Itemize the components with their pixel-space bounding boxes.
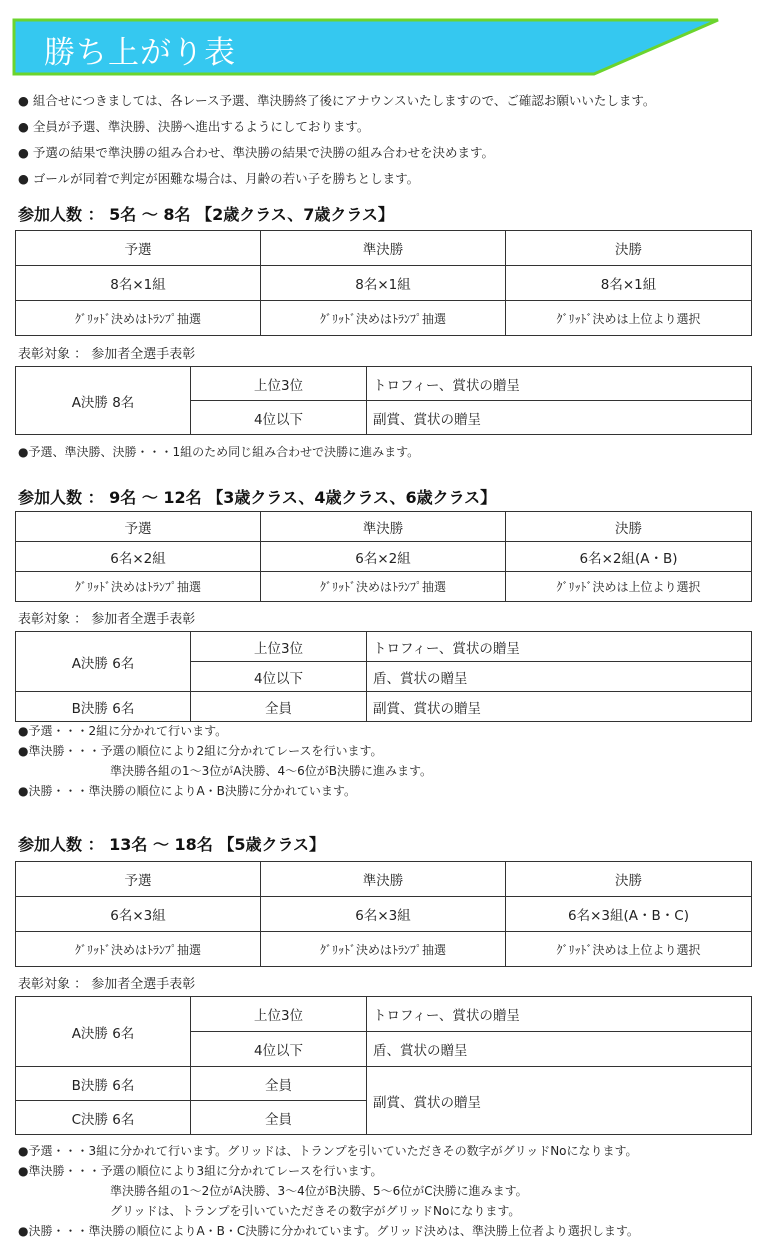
rank-cell: 4位以下: [191, 662, 367, 692]
page-title: 勝ち上がり表: [44, 35, 236, 71]
award-label: 表彰対象 ： 参加者全選手表彰: [18, 612, 196, 627]
prize-cell: 盾、賞状の贈呈: [367, 1032, 752, 1067]
section-heading: 参加人数 ： 9名 ～ 12名 【3歳クラス、4歳クラス、6歳クラス】: [18, 488, 497, 507]
group-cell: 6名×3組(A・B・C): [506, 897, 752, 932]
section-heading: 参加人数 ： 13名 ～ 18名 【5歳クラス】: [18, 835, 326, 854]
section-note: ●決勝・・・準決勝の順位によりA・B決勝に分かれています。: [18, 784, 356, 798]
section-note: ●予選・・・3組に分かれて行います。グリッドは、トランプを引いていただきその数字がグリッドNoになります。: [18, 1144, 638, 1158]
prize-cell: トロフィー、賞状の贈呈: [367, 367, 752, 401]
section-note: ●決勝・・・準決勝の順位によりA・B・C決勝に分かれています。グリッド決めは、準決勝上位者より選択します。: [18, 1224, 639, 1238]
award-table: [15, 631, 752, 722]
rank-cell: 4位以下: [191, 1032, 367, 1067]
group-cell: 8名×1組: [261, 266, 506, 301]
rank-cell: 全員: [191, 1067, 367, 1101]
final-cell: C決勝 6名: [16, 1101, 191, 1135]
group-cell: 8名×1組: [506, 266, 752, 301]
header-cell: 決勝: [506, 862, 752, 897]
award-table: [15, 996, 752, 1135]
header-cell: 予選: [16, 512, 261, 542]
group-cell: 6名×3組: [16, 897, 261, 932]
round-table: [15, 511, 752, 602]
prize-cell: 副賞、賞状の贈呈: [367, 1067, 752, 1135]
prize-cell: トロフィー、賞状の贈呈: [367, 632, 752, 662]
final-cell: A決勝 6名: [16, 997, 191, 1067]
prize-cell: 盾、賞状の贈呈: [367, 662, 752, 692]
grid-cell: ｸﾞﾘｯﾄﾞ決めは上位より選択: [506, 932, 752, 967]
prize-cell: 副賞、賞状の贈呈: [367, 692, 752, 722]
group-cell: 6名×2組: [261, 542, 506, 572]
general-note: ● 予選の結果で準決勝の組み合わせ、準決勝の結果で決勝の組み合わせを決めます。: [18, 145, 495, 160]
general-note: ● 組合せにつきましては、各レース予選、準決勝終了後にアナウンスいたしますので、ご確認お願いいたします。: [18, 93, 656, 108]
section-note: 準決勝各組の1～3位がA決勝、4～6位がB決勝に進みます。: [110, 764, 433, 778]
prize-cell: トロフィー、賞状の贈呈: [367, 997, 752, 1032]
award-label: 表彰対象 ： 参加者全選手表彰: [18, 347, 196, 362]
grid-cell: ｸﾞﾘｯﾄﾞ決めはﾄﾗﾝﾌﾟ抽選: [261, 301, 506, 336]
section-note: 準決勝各組の1～2位がA決勝、3～4位がB決勝、5～6位がC決勝に進みます。: [110, 1184, 528, 1198]
rank-cell: 上位3位: [191, 632, 367, 662]
section-note: ●準決勝・・・予選の順位により3組に分かれてレースを行います。: [18, 1164, 383, 1178]
header-cell: 予選: [16, 862, 261, 897]
grid-cell: ｸﾞﾘｯﾄﾞ決めはﾄﾗﾝﾌﾟ抽選: [16, 932, 261, 967]
header-cell: 準決勝: [261, 862, 506, 897]
final-cell: B決勝 6名: [16, 692, 191, 722]
round-table: [15, 230, 752, 336]
section-note: ●予選・・・2組に分かれて行います。: [18, 724, 228, 738]
round-table: [15, 861, 752, 967]
final-cell: A決勝 6名: [16, 632, 191, 692]
page-banner: [12, 18, 720, 76]
rank-cell: 上位3位: [191, 367, 367, 401]
group-cell: 6名×3組: [261, 897, 506, 932]
header-cell: 準決勝: [261, 231, 506, 266]
grid-cell: ｸﾞﾘｯﾄﾞ決めは上位より選択: [506, 301, 752, 336]
rank-cell: 4位以下: [191, 401, 367, 435]
header-cell: 予選: [16, 231, 261, 266]
award-table: [15, 366, 752, 435]
header-cell: 準決勝: [261, 512, 506, 542]
header-cell: 決勝: [506, 231, 752, 266]
grid-cell: ｸﾞﾘｯﾄﾞ決めは上位より選択: [506, 572, 752, 602]
group-cell: 6名×2組: [16, 542, 261, 572]
final-cell: A決勝 8名: [16, 367, 191, 435]
prize-cell: 副賞、賞状の贈呈: [367, 401, 752, 435]
header-cell: 決勝: [506, 512, 752, 542]
section-note: ●準決勝・・・予選の順位により2組に分かれてレースを行います。: [18, 744, 383, 758]
final-cell: B決勝 6名: [16, 1067, 191, 1101]
rank-cell: 上位3位: [191, 997, 367, 1032]
section-note: グリッドは、トランプを引いていただきその数字がグリッドNoになります。: [110, 1204, 521, 1218]
rank-cell: 全員: [191, 1101, 367, 1135]
group-cell: 8名×1組: [16, 266, 261, 301]
group-cell: 6名×2組(A・B): [506, 542, 752, 572]
section-note: ●予選、準決勝、決勝・・・1組のため同じ組み合わせで決勝に進みます。: [18, 445, 420, 459]
section-heading: 参加人数 ： 5名 ～ 8名 【2歳クラス、7歳クラス】: [18, 205, 394, 224]
grid-cell: ｸﾞﾘｯﾄﾞ決めはﾄﾗﾝﾌﾟ抽選: [16, 572, 261, 602]
grid-cell: ｸﾞﾘｯﾄﾞ決めはﾄﾗﾝﾌﾟ抽選: [261, 572, 506, 602]
rank-cell: 全員: [191, 692, 367, 722]
grid-cell: ｸﾞﾘｯﾄﾞ決めはﾄﾗﾝﾌﾟ抽選: [16, 301, 261, 336]
general-note: ● 全員が予選、準決勝、決勝へ進出するようにしております。: [18, 119, 370, 134]
general-note: ● ゴールが同着で判定が困難な場合は、月齢の若い子を勝ちとします。: [18, 171, 420, 186]
grid-cell: ｸﾞﾘｯﾄﾞ決めはﾄﾗﾝﾌﾟ抽選: [261, 932, 506, 967]
general-notes: [18, 88, 758, 192]
award-label: 表彰対象 ： 参加者全選手表彰: [18, 977, 196, 992]
